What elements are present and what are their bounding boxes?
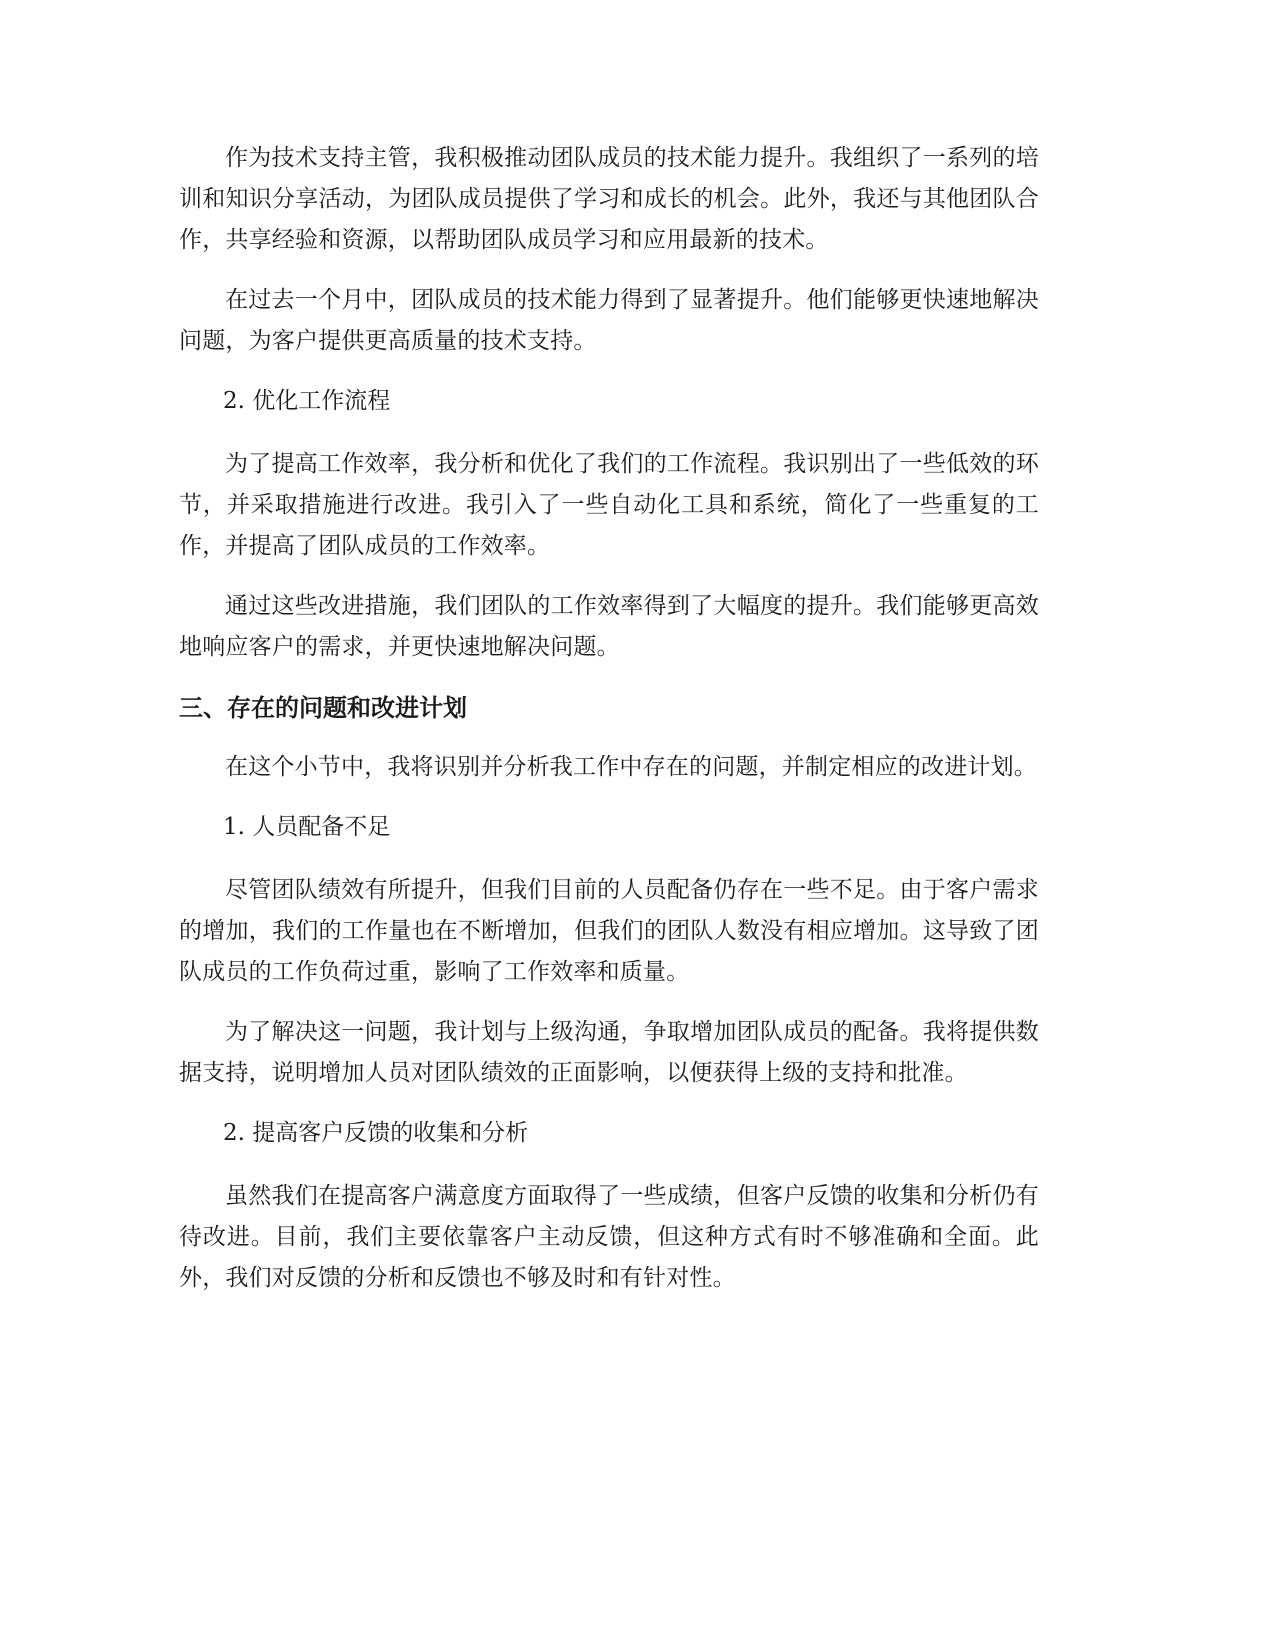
paragraph-feedback: 虽然我们在提高客户满意度方面取得了一些成绩，但客户反馈的收集和分析仍有待改进。目前，我们主要依靠客户主动反馈，但这种方式有时不够准确和全面。此外，我们对反馈的分析和反馈也不够及时和有针对性。: [179, 1183, 1039, 1291]
list-item-feedback: 2. 提高客户反馈的收集和分析: [223, 1120, 529, 1146]
paragraph-staffing-plan: 为了解决这一问题，我计划与上级沟通，争取增加团队成员的配备。我将提供数据支持，说明增加人员对团队绩效的正面影响，以便获得上级的支持和批准。: [179, 1019, 1039, 1086]
paragraph-tech-skills: 作为技术支持主管，我积极推动团队成员的技术能力提升。我组织了一系列的培训和知识分享活动，为团队成员提供了学习和成长的机会。此外，我还与其他团队合作，共享经验和资源，以帮助团队成员学习和应用最新的技术。: [179, 145, 1039, 253]
paragraph-section-intro: 在这个小节中，我将识别并分析我工作中存在的问题，并制定相应的改进计划。: [225, 754, 1037, 780]
paragraph-staffing: 尽管团队绩效有所提升，但我们目前的人员配备仍存在一些不足。由于客户需求的增加，我们的工作量也在不断增加，但我们的团队人数没有相应增加。这导致了团队成员的工作负荷过重，影响了工作效率和质量。: [179, 877, 1039, 985]
list-item-staffing: 1. 人员配备不足: [223, 814, 391, 840]
paragraph-skills-result: 在过去一个月中，团队成员的技术能力得到了显著提升。他们能够更快速地解决问题，为客户提供更高质量的技术支持。: [179, 287, 1039, 354]
list-item-optimize-workflow: 2. 优化工作流程: [223, 388, 391, 414]
paragraph-workflow-result: 通过这些改进措施，我们团队的工作效率得到了大幅度的提升。我们能够更高效地响应客户的需求，并更快速地解决问题。: [179, 593, 1039, 660]
document-page: [179, 138, 1039, 1318]
paragraph-workflow: 为了提高工作效率，我分析和优化了我们的工作流程。我识别出了一些低效的环节，并采取措施进行改进。我引入了一些自动化工具和系统，简化了一些重复的工作，并提高了团队成员的工作效率。: [179, 451, 1039, 559]
section-heading-problems: 三、存在的问题和改进计划: [179, 694, 467, 722]
